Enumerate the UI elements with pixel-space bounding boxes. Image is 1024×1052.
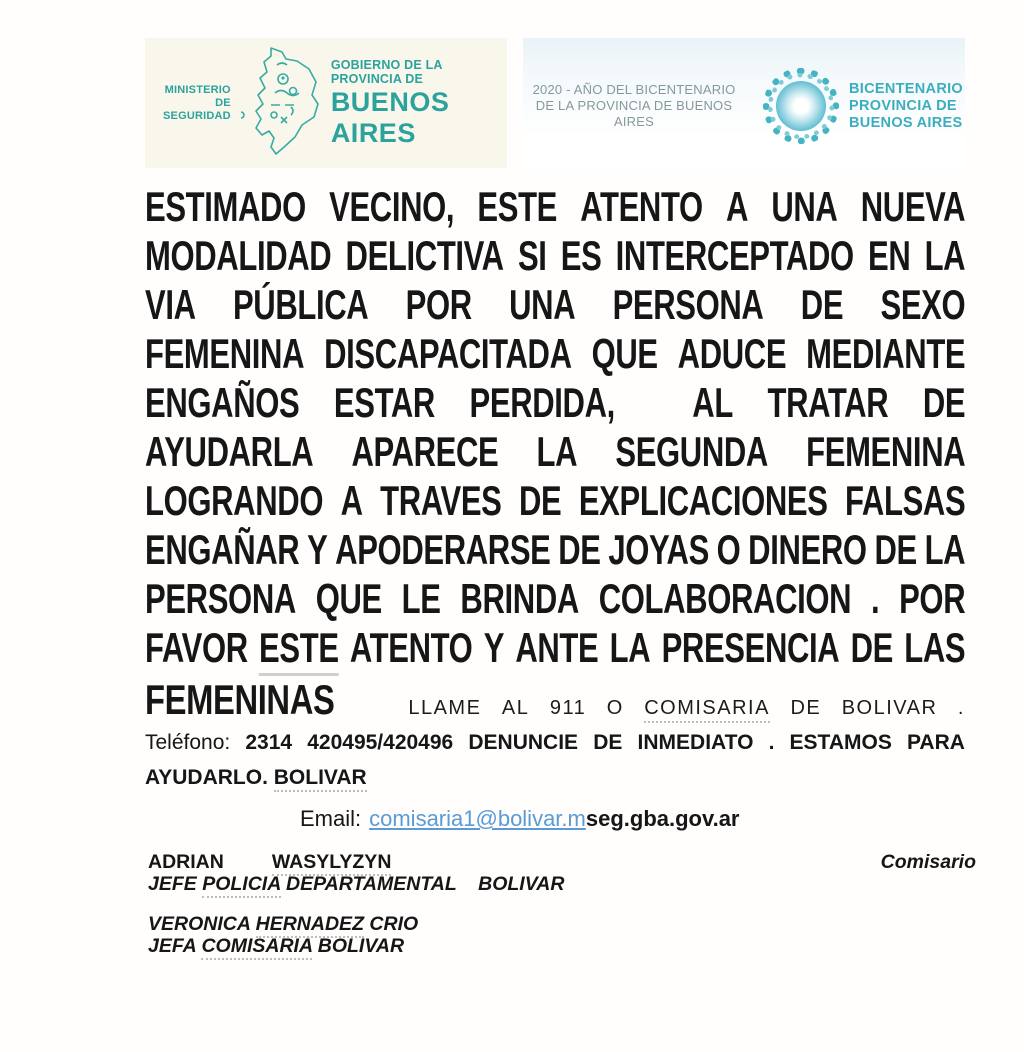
word: ESTAMOS <box>789 731 892 754</box>
word: HERNADEZ <box>256 913 364 938</box>
word: SEXO <box>880 281 966 328</box>
word: ES <box>560 232 602 279</box>
word: ESTIMADO <box>145 183 306 230</box>
word: DISCAPACITADA <box>324 330 572 377</box>
header <box>145 38 965 168</box>
bicentenario-block <box>523 38 965 168</box>
word: FEMENINA <box>806 428 966 475</box>
femeninas-line <box>145 676 965 724</box>
bicen-line2: PROVINCIA DE <box>849 97 957 114</box>
phone-line1 <box>145 731 965 755</box>
word: INMEDIATO <box>637 731 754 754</box>
word: . <box>768 731 775 754</box>
body-line <box>145 575 965 624</box>
province-map-icon <box>241 45 323 162</box>
body-line <box>145 330 965 379</box>
word: DE <box>800 281 844 328</box>
word: ATENTO <box>580 183 703 230</box>
word: LA <box>924 232 966 279</box>
word: LLAME <box>408 697 482 719</box>
gap <box>649 379 657 427</box>
word: VECINO, <box>329 183 455 230</box>
body-line <box>145 183 965 232</box>
signature-row-1 <box>148 851 976 873</box>
signer1-first-name: ADRIAN <box>148 851 224 873</box>
word: POLICIA <box>202 873 280 898</box>
body-line <box>145 624 965 673</box>
signer2-name <box>148 913 976 935</box>
gov-small-text: GOBIERNO DE LA PROVINCIA DE <box>330 57 443 86</box>
word: TRAVES <box>380 477 502 524</box>
word: 2314 <box>245 731 293 754</box>
year-line2: DE LA PROVINCIA DE BUENOS AIRES <box>535 98 733 129</box>
word: ENGAÑOS <box>145 379 300 426</box>
word: A <box>340 477 363 524</box>
word: SEGUNDA <box>615 428 768 475</box>
signer1-name <box>148 851 391 873</box>
word: DEPARTAMENTAL <box>286 873 457 895</box>
gov-big-text: BUENOS AIRES <box>330 86 450 148</box>
phone-line2 <box>145 766 965 790</box>
word: JOYAS <box>608 526 709 573</box>
word: APARECE <box>351 428 499 475</box>
word: . <box>871 575 880 622</box>
word: DINERO <box>748 526 867 573</box>
phone-label: Teléfono: <box>145 731 231 754</box>
word: PERSONA <box>145 575 296 622</box>
word: O <box>606 697 624 719</box>
phone-line2-text: AYUDARLO. <box>145 766 268 789</box>
email-domain-rest: seg.gba.gov.ar <box>585 806 740 831</box>
word: LAS <box>904 624 966 671</box>
word: VIA <box>145 281 196 328</box>
word: PERSONA <box>612 281 764 328</box>
email-label: Email: <box>300 806 362 831</box>
word: PRESENCIA <box>661 624 840 671</box>
word: NUEVA <box>860 183 966 230</box>
word: BRINDA <box>460 575 579 622</box>
word: MEDIANTE <box>806 330 966 377</box>
ministry-line1: MINISTERIO DE <box>164 83 231 109</box>
femeninas-word: FEMENINAS <box>145 676 335 723</box>
word: UNA <box>771 183 838 230</box>
word: SI <box>517 232 547 279</box>
word: BOLIVAR <box>317 935 405 957</box>
signer1-role <box>148 873 976 895</box>
word: FEMENINA <box>145 330 305 377</box>
word: BOLIVAR <box>841 697 938 719</box>
word: FAVOR <box>145 624 248 671</box>
word: JEFA <box>148 935 197 957</box>
signer2-role <box>148 935 976 957</box>
word: DE <box>874 526 917 573</box>
word: DENUNCIE <box>468 731 579 754</box>
body-line <box>145 428 965 477</box>
bicen-line3: BUENOS AIRES <box>849 114 963 131</box>
bicen-line1: BICENTENARIO <box>849 80 963 97</box>
word: PERDIDA, <box>469 379 615 426</box>
word: CRIO <box>369 913 419 935</box>
word: QUE <box>315 575 382 622</box>
word: INTERCEPTADO <box>615 232 854 279</box>
word: FALSAS <box>845 477 966 524</box>
word: TRATAR <box>767 379 889 426</box>
word: ESTE <box>259 624 339 676</box>
word: LE <box>401 575 441 622</box>
word: DE <box>850 624 894 671</box>
word: ATENTO <box>349 624 473 671</box>
year-line1: 2020 - AÑO DEL BICENTENARIO <box>532 82 736 97</box>
word: ENGAÑAR <box>145 526 300 573</box>
word: 911 <box>549 697 587 719</box>
word: VERONICA <box>148 913 251 935</box>
word: JEFE <box>148 873 197 895</box>
word: 420495/420496 <box>307 731 454 754</box>
email-link[interactable]: comisaria1@bolivar.m <box>369 806 586 831</box>
body-line <box>145 526 965 575</box>
word: QUE <box>591 330 658 377</box>
word: ESTE <box>477 183 558 230</box>
word: ESTAR <box>333 379 435 426</box>
word: LOGRANDO <box>145 477 324 524</box>
bicentenario-year-text <box>523 82 745 130</box>
word: POR <box>899 575 966 622</box>
body-line <box>145 232 965 281</box>
word: AYUDARLA <box>145 428 314 475</box>
ministry-label <box>163 84 231 123</box>
phone-block <box>145 731 965 790</box>
word: PARA <box>906 731 965 754</box>
signatures <box>148 851 976 957</box>
word: LA <box>924 526 966 573</box>
word: DE <box>518 477 562 524</box>
word: BOLIVAR <box>478 873 565 895</box>
body-line <box>145 379 965 428</box>
word: EXPLICACIONES <box>578 477 828 524</box>
ministry-logo-block <box>145 38 507 168</box>
word: LA <box>609 624 651 671</box>
word: DE <box>922 379 966 426</box>
sun-core <box>776 81 826 131</box>
word: COMISARIA <box>644 697 770 723</box>
word: COMISARIA <box>201 935 312 960</box>
body-line <box>145 281 965 330</box>
word: ADUCE <box>677 330 787 377</box>
word: DE <box>593 731 623 754</box>
word: Y <box>307 526 328 573</box>
word: COLABORACION <box>598 575 852 622</box>
word: AL <box>501 697 530 719</box>
word: APODERARSE <box>335 526 551 573</box>
notice-body <box>145 183 965 673</box>
comisario-title: Comisario <box>880 851 976 873</box>
word: AL <box>692 379 733 426</box>
email-line <box>300 806 740 832</box>
word: DE <box>558 526 601 573</box>
signer1-last-name: WASYLYZYN <box>272 851 392 876</box>
word: ANTE <box>515 624 599 671</box>
phone-line2-bolivar: BOLIVAR <box>274 766 367 792</box>
government-wordmark <box>331 58 507 149</box>
word: Y <box>483 624 505 671</box>
word: DELICTIVA <box>345 232 504 279</box>
word: POR <box>405 281 472 328</box>
word: . <box>957 697 965 719</box>
ministry-line2: SEGURIDAD <box>163 109 231 122</box>
word: EN <box>867 232 911 279</box>
word: PÚBLICA <box>232 281 369 328</box>
bicentenario-sun-icon <box>763 68 839 144</box>
word: MODALIDAD <box>145 232 332 279</box>
word: DE <box>790 697 822 719</box>
word: A <box>726 183 749 230</box>
bicentenario-wordmark <box>849 81 963 132</box>
body-line <box>145 477 965 526</box>
word: O <box>716 526 741 573</box>
word: LA <box>536 428 578 475</box>
word: UNA <box>509 281 576 328</box>
